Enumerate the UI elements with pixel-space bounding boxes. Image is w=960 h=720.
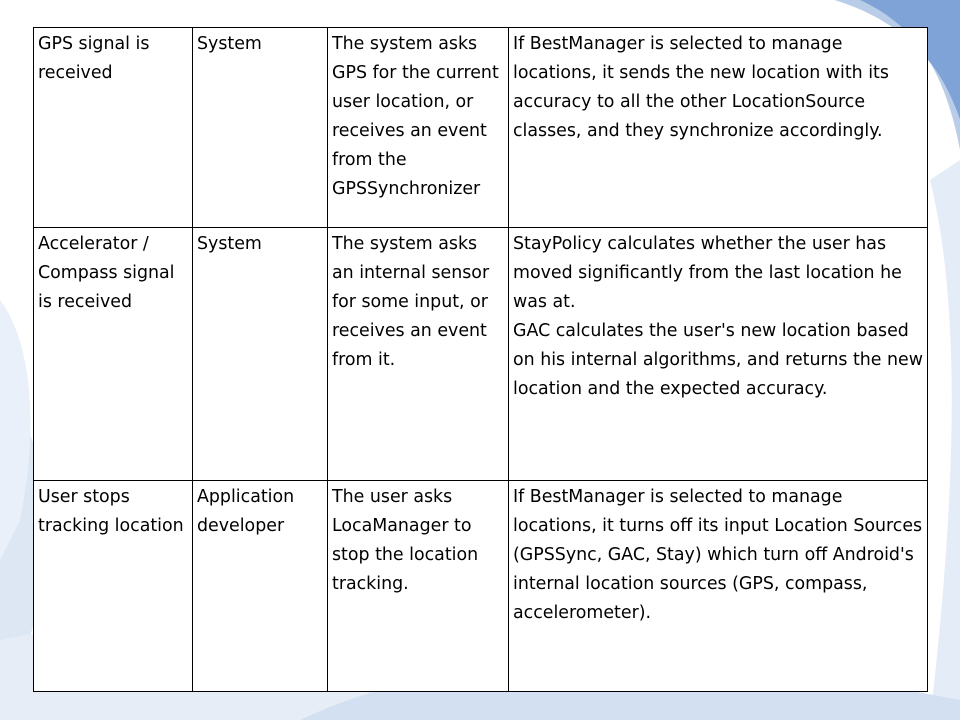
event-text: GPS signal is received (38, 34, 150, 83)
description-text: The system asks an internal sensor for some input, or receives an event from it. (332, 234, 490, 370)
table-row (34, 228, 928, 481)
response-cell (509, 28, 928, 228)
actor-cell (193, 481, 328, 692)
description-cell (328, 481, 509, 692)
event-cell (34, 28, 193, 228)
actor-text: System (197, 34, 262, 54)
response-cell (509, 228, 928, 481)
response-text: If BestManager is selected to manage locations, it sends the new location with its accuracy to all the other LocationSource classes, and they synchronize accordingly. (513, 34, 889, 141)
actor-text: Application developer (197, 487, 295, 536)
actor-cell (193, 28, 328, 228)
event-text: Accelerator / Compass signal is received (38, 234, 175, 312)
event-text: User stops tracking location (38, 487, 184, 536)
event-cell (34, 481, 193, 692)
actor-text: System (197, 234, 262, 254)
response-text: If BestManager is selected to manage locations, it turns off its input Location Sources (GPSSync, GAC, Stay) which turn off Android's internal location sources (GPS, compass, accelerometer). (513, 487, 923, 623)
event-cell (34, 228, 193, 481)
response-cell (509, 481, 928, 692)
table-row (34, 481, 928, 692)
right-swoosh (930, 160, 960, 720)
actor-cell (193, 228, 328, 481)
use-case-table-container (33, 27, 927, 691)
description-text: The user asks LocaManager to stop the location tracking. (332, 487, 479, 594)
use-case-table (33, 27, 928, 692)
response-text: StayPolicy calculates whether the user has moved significantly from the last location he was at. GAC calculates the user's new location based on his internal algorithms, and returns the new location and the expected accuracy. (513, 234, 923, 399)
table-row (34, 28, 928, 228)
description-text: The system asks GPS for the current user location, or receives an event from the GPSSynchronizer (332, 34, 499, 199)
description-cell (328, 28, 509, 228)
description-cell (328, 228, 509, 481)
